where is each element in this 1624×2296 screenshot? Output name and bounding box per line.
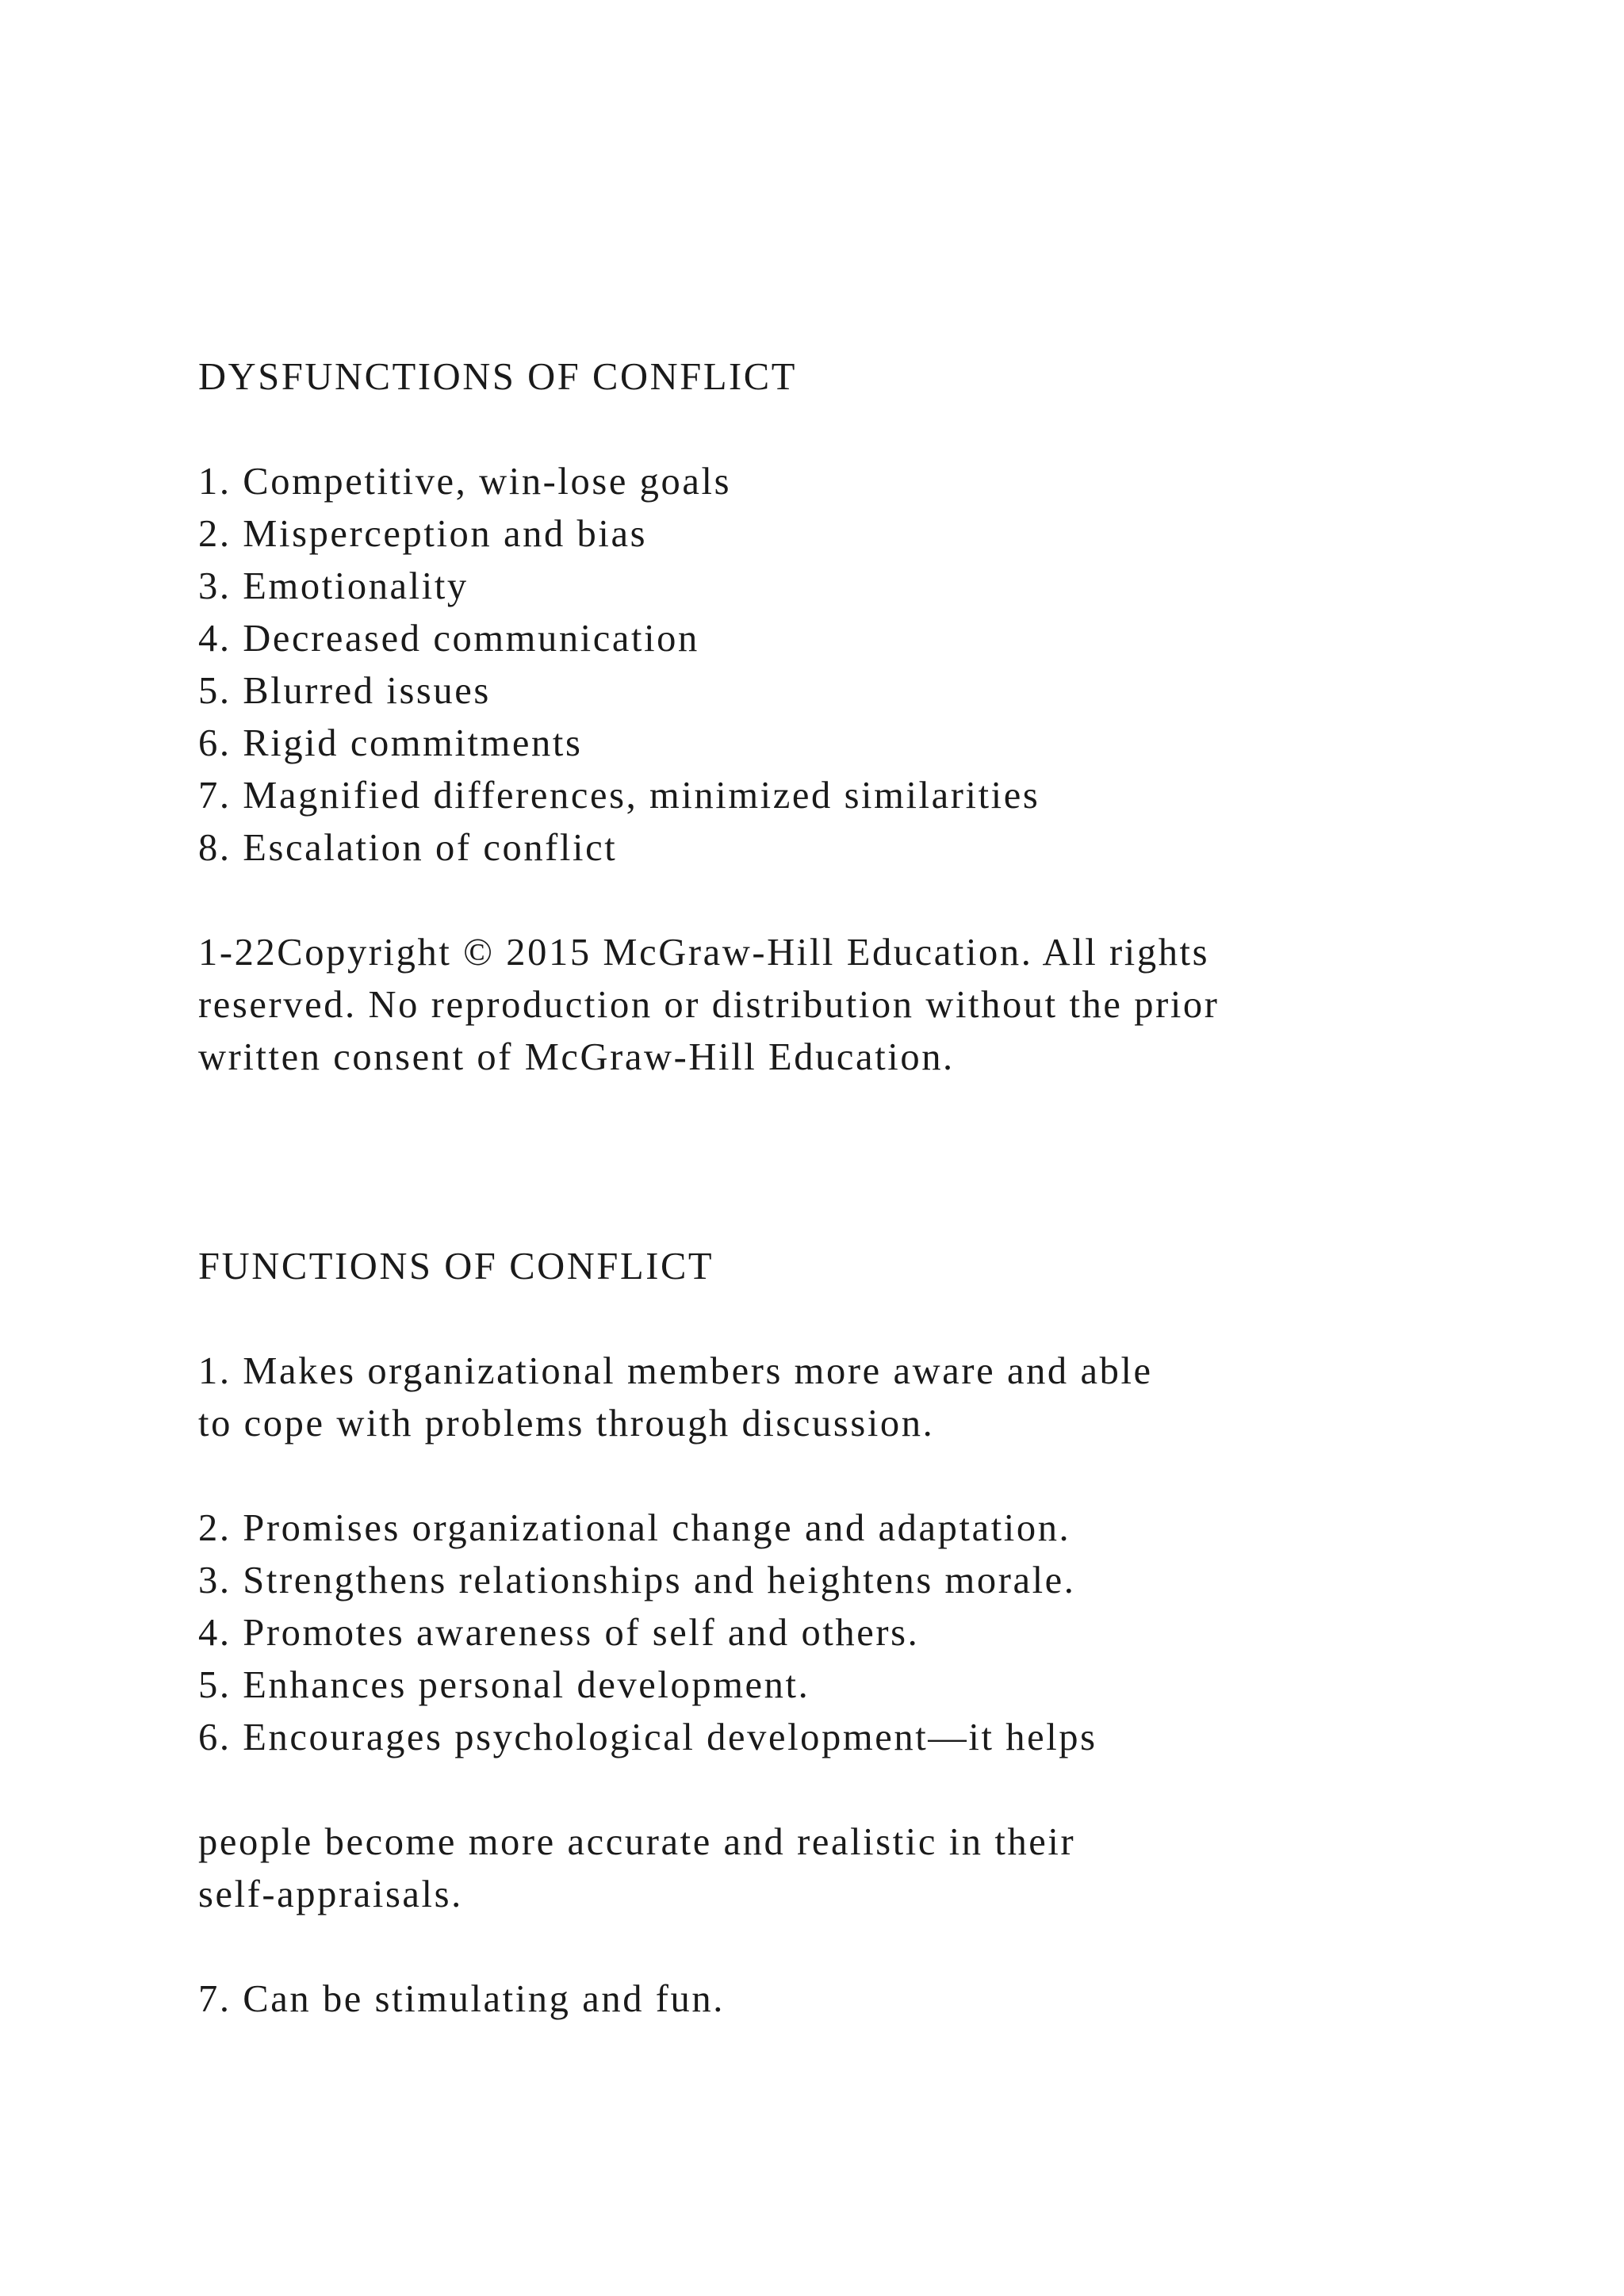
function-item-continuation: self-appraisals. — [198, 1873, 463, 1915]
function-item: 4. Promotes awareness of self and others. — [198, 1612, 920, 1654]
function-item: 3. Strengthens relationships and heightens morale. — [198, 1559, 1076, 1601]
dysfunction-item: 3. Emotionality — [198, 565, 469, 607]
function-item: 6. Encourages psychological development—it helps — [198, 1716, 1097, 1758]
function-item: 2. Promises organizational change and adaptation. — [198, 1507, 1071, 1549]
dysfunction-item: 4. Decreased communication — [198, 618, 699, 660]
dysfunction-item: 5. Blurred issues — [198, 670, 491, 712]
function-item-continuation: to cope with problems through discussion. — [198, 1402, 935, 1445]
function-item-continuation: people become more accurate and realistic in their — [198, 1821, 1076, 1863]
function-item: 7. Can be stimulating and fun. — [198, 1978, 725, 2020]
dysfunction-item: 8. Escalation of conflict — [198, 827, 618, 869]
dysfunction-item: 6. Rigid commitments — [198, 722, 583, 764]
dysfunctions-heading: DYSFUNCTIONS OF CONFLICT — [198, 356, 797, 398]
copyright-line: reserved. No reproduction or distribution without the prior — [198, 984, 1220, 1026]
dysfunction-item: 7. Magnified differences, minimized similarities — [198, 775, 1040, 817]
copyright-line: 1-22Copyright © 2015 McGraw-Hill Education. All rights — [198, 932, 1210, 974]
dysfunction-item: 1. Competitive, win-lose goals — [198, 461, 732, 503]
function-item: 5. Enhances personal development. — [198, 1664, 810, 1706]
dysfunction-item: 2. Misperception and bias — [198, 513, 648, 555]
copyright-line: written consent of McGraw-Hill Education. — [198, 1036, 955, 1078]
functions-heading: FUNCTIONS OF CONFLICT — [198, 1246, 714, 1288]
document-page — [198, 0, 1586, 2296]
function-item: 1. Makes organizational members more aware and able — [198, 1350, 1153, 1392]
